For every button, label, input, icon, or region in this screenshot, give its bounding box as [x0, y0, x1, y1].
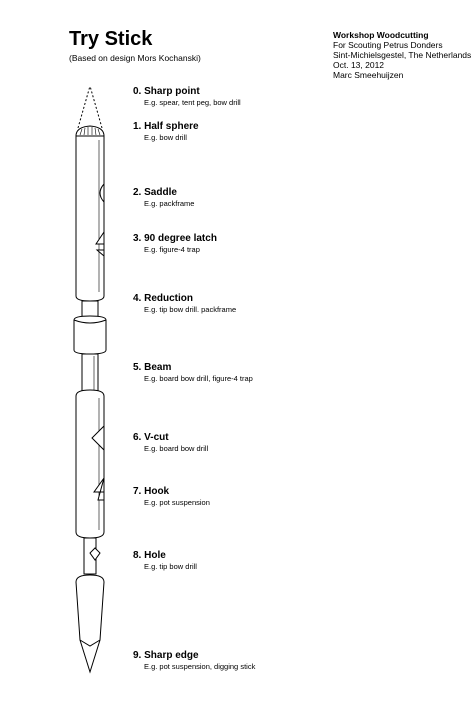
feature-example: E.g. spear, tent peg, bow drill: [144, 98, 241, 107]
feature-example: E.g. packframe: [144, 199, 195, 208]
feature-name: 0. Sharp point: [133, 86, 200, 97]
feature-name: 5. Beam: [133, 362, 172, 373]
feature-saddle: [133, 187, 194, 209]
reduction-neck: [82, 301, 98, 318]
diagram-title: Try Stick: [69, 28, 153, 50]
feature-sharp-point: [133, 86, 241, 108]
feature-half-sphere: [133, 121, 199, 143]
feature-name: 1. Half sphere: [133, 121, 199, 132]
credits-line: Marc Smeehuijzen: [333, 70, 404, 80]
feature-hook: [133, 486, 210, 508]
credits-line: Sint-Michielsgestel, The Netherlands: [333, 50, 472, 60]
credits-heading: Workshop Woodcutting: [333, 30, 429, 40]
sharp-point-outline: [78, 86, 102, 128]
feature-name: 2. Saddle: [133, 187, 177, 198]
feature-example: E.g. pot suspension: [144, 498, 210, 507]
feature-name: 6. V-cut: [133, 432, 169, 443]
feature-example: E.g. tip bow drill. packframe: [144, 305, 237, 314]
upper-body: [76, 136, 104, 301]
feature-example: E.g. tip bow drill: [144, 562, 197, 571]
feature-hole: [133, 550, 197, 572]
feature-reduction: [133, 293, 236, 315]
feature-latch: [133, 233, 217, 255]
feature-name: 9. Sharp edge: [133, 650, 199, 661]
beam-section: [82, 354, 98, 392]
diagram-subtitle: (Based on design Mors Kochanski): [69, 53, 201, 63]
feature-v-cut: [133, 432, 208, 454]
feature-example: E.g. figure-4 trap: [144, 245, 200, 254]
feature-example: E.g. bow drill: [144, 133, 187, 142]
credits-line: For Scouting Petrus Donders: [333, 40, 443, 50]
feature-sharp-edge: [133, 650, 255, 672]
sharp-edge-tip: [76, 575, 104, 672]
feature-example: E.g. board bow drill, figure-4 trap: [144, 374, 253, 383]
credits-line: Oct. 13, 2012: [333, 60, 385, 70]
feature-name: 8. Hole: [133, 550, 166, 561]
lower-body: [76, 390, 104, 538]
feature-example: E.g. board bow drill: [144, 444, 209, 453]
feature-name: 7. Hook: [133, 486, 170, 497]
feature-beam: [133, 362, 253, 384]
feature-example: E.g. pot suspension, digging stick: [144, 662, 256, 671]
feature-name: 3. 90 degree latch: [133, 233, 217, 244]
feature-name: 4. Reduction: [133, 293, 194, 304]
